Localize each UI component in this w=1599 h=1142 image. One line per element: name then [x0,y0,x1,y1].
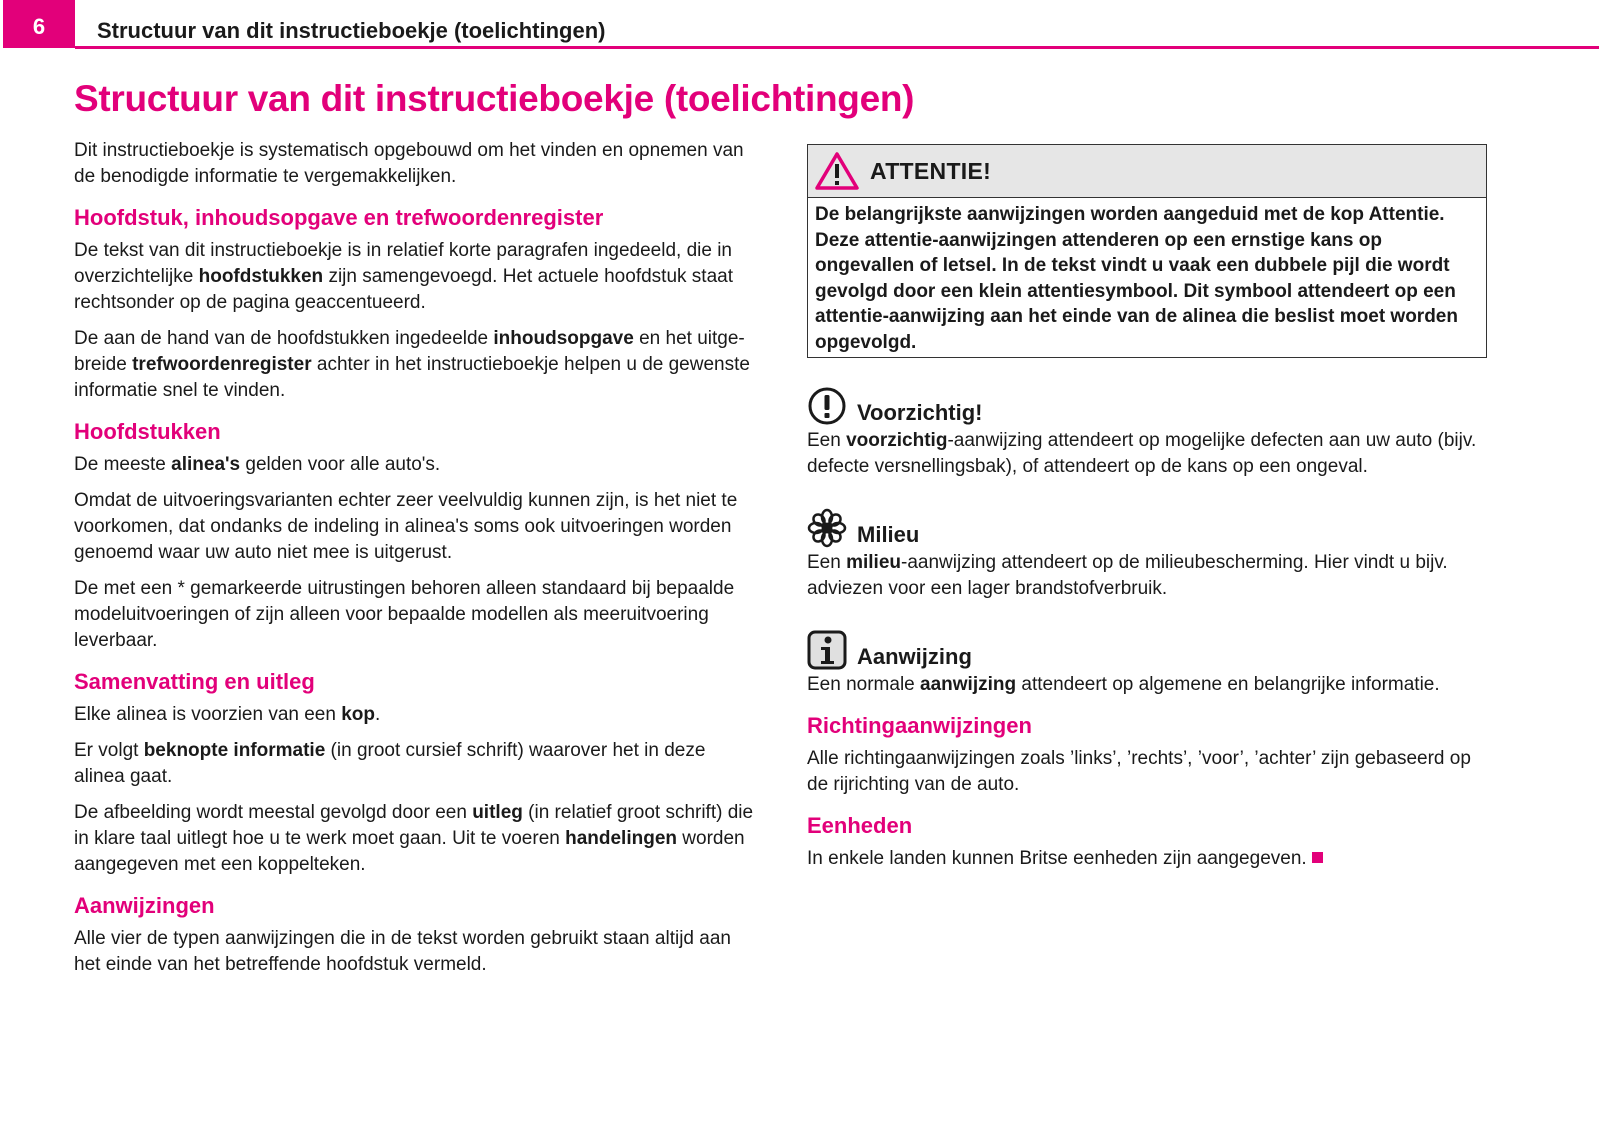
intro-paragraph: Dit instructieboekje is systematisch opgebouwd om het vinden en opnemen van de benodigde informatie te vergemakkelijken. [74,140,744,187]
right-column [807,138,1487,882]
caution-note [807,382,1487,480]
section-heading-directions: Richtingaanwijzingen [807,713,1032,738]
page-header [0,0,1599,50]
directions-text: Alle richtingaanwijzingen zoals ’links’, ’rechts’, ’voor’, ’achter’ zijn gebaseerd op de rijrichting van de auto. [807,748,1471,795]
end-of-section-marker [1312,852,1323,863]
section-heading-units: Eenheden [807,813,913,838]
running-title: Structuur van dit instructieboekje (toelichtingen) [97,18,606,43]
environment-note [807,504,1487,602]
paragraph: Er volgt beknopte informatie (in groot cursief schrift) waarover het in deze alinea gaat. [74,740,706,787]
page-number: 6 [3,0,75,48]
attention-box [807,144,1487,358]
section-heading-notes: Aanwijzingen [74,893,215,918]
flower-icon [807,508,847,548]
page-title: Structuur van dit instructieboekje (toelichtingen) [74,78,915,119]
paragraph: Omdat de uitvoeringsvarianten echter zeer veelvuldig kunnen zijn, is het niet te voorkomen, dat ondanks de indeling in alinea's soms ook uitvoeringen worden genoemd waar uw auto niet mee is uitgerust. [74,490,738,563]
paragraph: De tekst van dit instructieboekje is in relatief korte paragrafen ingedeeld, die in overzichtelijke hoofdstukken zijn samengevoegd. Het actuele hoofdstuk staat rechtsonder op de pagina geaccentueerd. [74,240,733,313]
attention-title: ATTENTIE! [870,157,992,184]
info-title: Aanwijzing [857,644,972,669]
paragraph: De afbeelding wordt meestal gevolgd door een uitleg (in relatief groot schrift) die in klare taal uitlegt hoe u te werk moet gaan. Uit te voeren handelingen worden aangegeven met een koppelteken. [74,802,754,875]
exclamation-circle-icon [807,386,847,426]
section-heading-summary: Samenvatting en uitleg [74,669,315,694]
attention-text: De belangrijkste aanwijzingen worden aangeduid met de kop Attentie. Deze attentie-aanwijzingen attenderen op een ernstige kans op ongevallen of letsel. In de tekst vindt u vaak een dubbele pijl die wordt gevolgd door een klein attentiesymbool. Dit symbool attendeert op een attentie-aanwijzing aan het einde van de alinea die beslist moet worden opgevolgd. [815,204,1458,353]
section-heading-chapters-index: Hoofdstuk, inhoudsopgave en trefwoordenregister [74,205,604,230]
caution-text: Een voorzichtig-aanwijzing attendeert op mogelijke defecten aan uw auto (bijv. defecte versnellingsbak), of attendeert op de kans op een ongeval. [807,430,1477,477]
warning-triangle-icon [814,151,860,191]
paragraph: De aan de hand van de hoofdstukken ingedeelde inhoudsopgave en het uitge-breide trefwoordenregister achter in het instructieboekje helpen u de gewenste informatie snel te vinden. [74,328,750,401]
attention-box-header [808,145,1486,198]
environment-text: Een milieu-aanwijzing attendeert op de milieubescherming. Hier vindt u bijv. adviezen voor een lager brandstofverbruik. [807,552,1448,599]
paragraph: De met een * gemarkeerde uitrustingen behoren alleen standaard bij bepaalde modeluitvoeringen of zijn alleen voor bepaalde modellen als meeruitvoering leverbaar. [74,578,735,651]
header-rule [75,46,1599,49]
paragraph: Alle vier de typen aanwijzingen die in de tekst worden gebruikt staan altijd aan het einde van het betreffende hoofdstuk vermeld. [74,928,731,975]
info-note [807,626,1487,698]
left-column [74,138,754,988]
paragraph: De meeste alinea's gelden voor alle auto's. [74,454,441,475]
units-text: In enkele landen kunnen Britse eenheden zijn aangegeven. [807,846,1487,872]
paragraph: Elke alinea is voorzien van een kop. [74,704,381,725]
section-heading-chapters: Hoofdstukken [74,419,221,444]
caution-title: Voorzichtig! [857,400,983,425]
info-icon [807,630,847,670]
environment-title: Milieu [857,522,920,547]
info-text: Een normale aanwijzing attendeert op algemene en belangrijke informatie. [807,674,1440,695]
